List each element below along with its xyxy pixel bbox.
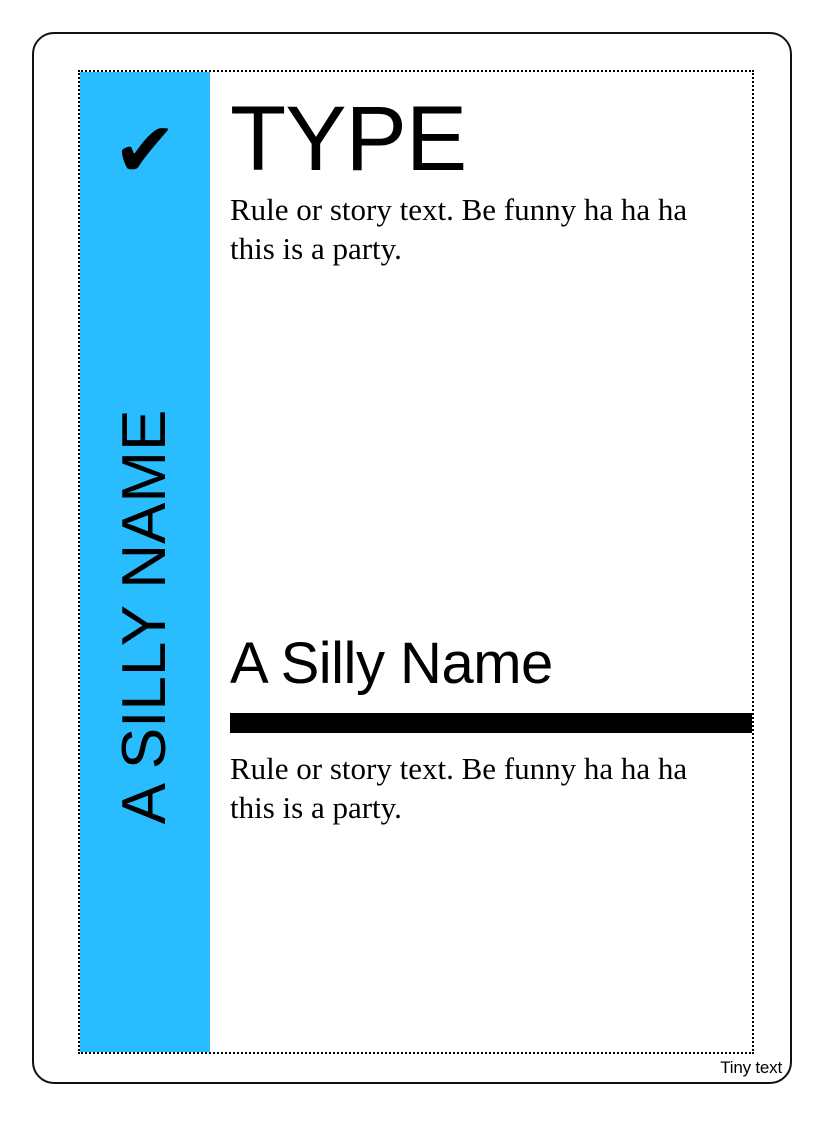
- body-text: Rule or story text. Be funny ha ha ha this is a party.: [230, 750, 688, 825]
- card-header-block: [230, 88, 742, 268]
- spine-label-wrapper: [80, 192, 210, 1042]
- card-spine: [80, 72, 210, 1052]
- intro-text: Rule or story text. Be funny ha ha ha this is a party.: [230, 192, 688, 267]
- rule-divider: [230, 713, 752, 733]
- spine-vertical-title: A SILLY NAME: [110, 409, 179, 825]
- card: [32, 32, 792, 1084]
- type-title: TYPE: [230, 88, 467, 190]
- name-title: A Silly Name: [230, 631, 553, 696]
- footer-tiny-text: Tiny text: [720, 1058, 782, 1077]
- checkmark-icon: ✔: [113, 105, 177, 194]
- card-lower-block: [230, 631, 750, 827]
